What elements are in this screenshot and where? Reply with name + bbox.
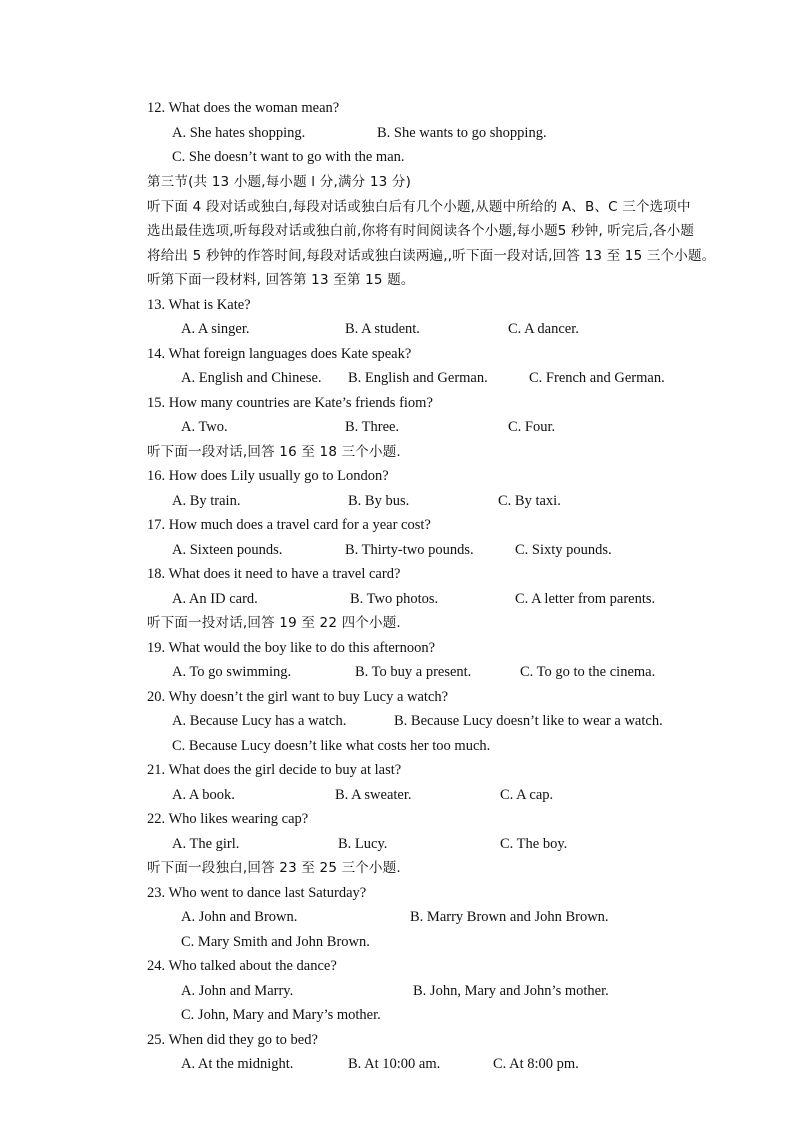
question-13-option-b: B. A student. [345,321,420,337]
question-14-option-c: C. French and German. [529,370,665,386]
question-23-option-c: C. Mary Smith and John Brown. [181,934,370,950]
question-24-stem: 24. Who talked about the dance? [147,958,337,974]
question-16-option-b: B. By bus. [348,493,410,509]
question-21-option-b: B. A sweater. [335,787,412,803]
question-25-option-c: C. At 8:00 pm. [493,1056,579,1072]
direction-16-18: 听下面一段对话,回答 16 至 18 三个小题. [147,444,401,460]
question-14-stem: 14. What foreign languages does Kate speak? [147,346,412,362]
question-19-stem: 19. What would the boy like to do this afternoon? [147,640,436,656]
question-12-stem: 12. What does the woman mean? [147,100,340,116]
question-14-option-a: A. English and Chinese. [181,370,322,386]
question-23-stem: 23. Who went to dance last Saturday? [147,885,367,901]
question-23-option-a: A. John and Brown. [181,909,298,925]
question-19-option-a: A. To go swimming. [172,664,292,680]
question-21-option-a: A. A book. [172,787,235,803]
question-20-option-b: B. Because Lucy doesn’t like to wear a watch. [394,713,663,729]
question-23-option-b: B. Marry Brown and John Brown. [410,909,609,925]
question-22-stem: 22. Who likes wearing cap? [147,811,309,827]
question-20-stem: 20. Why doesn’t the girl want to buy Lucy a watch? [147,689,449,705]
question-22-option-c: C. The boy. [500,836,568,852]
question-22-option-a: A. The girl. [172,836,240,852]
question-14-option-b: B. English and German. [348,370,488,386]
question-17-option-b: B. Thirty-two pounds. [345,542,474,558]
question-20-option-c: C. Because Lucy doesn’t like what costs her too much. [172,738,491,754]
question-13-option-a: A. A singer. [181,321,250,337]
question-17-stem: 17. How much does a travel card for a year cost? [147,517,431,533]
question-25-option-a: A. At the midnight. [181,1056,294,1072]
section-3-instructions-line-4: 听第下面一段材料, 回答第 13 至第 15 题。 [147,272,415,288]
question-19-option-c: C. To go to the cinema. [520,664,656,680]
section-3-instructions-line-1: 听下面 4 段对话或独白,每段对话或独白后有几个小题,从题中所给的 A、B、C 三个选项中 [147,199,691,215]
question-17-option-a: A. Sixteen pounds. [172,542,283,558]
question-13-stem: 13. What is Kate? [147,297,251,313]
question-21-option-c: C. A cap. [500,787,554,803]
question-24-option-a: A. John and Marry. [181,983,294,999]
question-18-option-c: C. A letter from parents. [515,591,656,607]
question-12-option-b: B. She wants to go shopping. [377,125,547,141]
question-15-stem: 15. How many countries are Kate’s friends fiom? [147,395,433,411]
question-18-option-b: B. Two photos. [350,591,439,607]
question-12-option-c: C. She doesn’t want to go with the man. [172,149,405,165]
question-21-stem: 21. What does the girl decide to buy at last? [147,762,402,778]
section-3-title: 第三节(共 13 小题,每小题 l 分,满分 13 分) [147,174,412,190]
question-17-option-c: C. Sixty pounds. [515,542,612,558]
question-16-option-a: A. By train. [172,493,241,509]
question-24-option-c: C. John, Mary and Mary’s mother. [181,1007,381,1023]
direction-19-22: 听下面一投对话,回答 19 至 22 四个小题. [147,615,401,631]
question-15-option-a: A. Two. [181,419,228,435]
question-18-option-a: A. An ID card. [172,591,258,607]
question-13-option-c: C. A dancer. [508,321,579,337]
section-3-instructions-line-2: 选出最佳选项,听每段对话或独白前,你将有时间阅读各个小题,每小题5 秒钟, 听完后,各小题 [147,223,695,239]
question-15-option-b: B. Three. [345,419,400,435]
question-22-option-b: B. Lucy. [338,836,388,852]
question-25-option-b: B. At 10:00 am. [348,1056,441,1072]
question-15-option-c: C. Four. [508,419,556,435]
question-16-option-c: C. By taxi. [498,493,561,509]
question-18-stem: 18. What does it need to have a travel card? [147,566,401,582]
question-20-option-a: A. Because Lucy has a watch. [172,713,347,729]
question-12-option-a: A. She hates shopping. [172,125,306,141]
question-25-stem: 25. When did they go to bed? [147,1032,318,1048]
direction-23-25: 听下面一段独白,回答 23 至 25 三个小题. [147,860,401,876]
question-24-option-b: B. John, Mary and John’s mother. [413,983,609,999]
question-16-stem: 16. How does Lily usually go to London? [147,468,389,484]
section-3-instructions-line-3: 将给出 5 秒钟的作答时间,每段对话或独白读两遍,,听下面一段对话,回答 13 至 15 三个小题。 [147,248,716,264]
question-19-option-b: B. To buy a present. [355,664,472,680]
